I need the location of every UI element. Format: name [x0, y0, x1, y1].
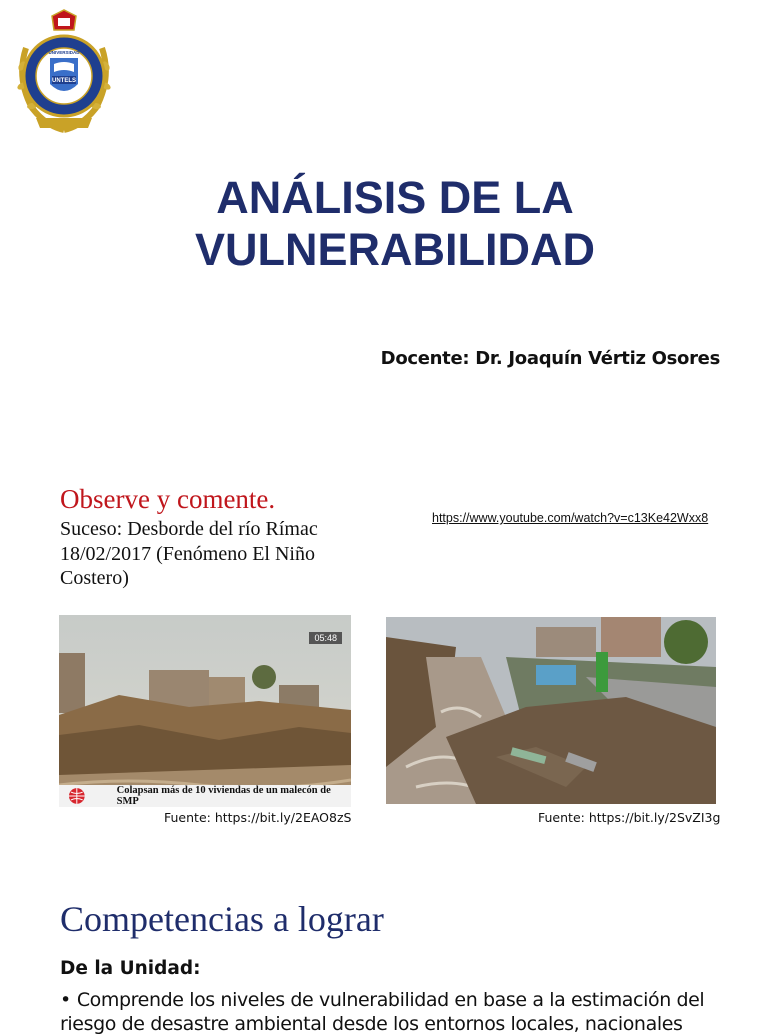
- photo1-source: Fuente: https://bit.ly/2EAO8zS: [164, 810, 352, 825]
- slide-title: [0, 172, 768, 276]
- competencias-heading: Competencias a lograr: [60, 899, 384, 939]
- logo-top-text: UNIVERSIDAD: [48, 50, 80, 55]
- title-line-2: VULNERABILIDAD: [195, 224, 595, 275]
- instructor-name: Docente: Dr. Joaquín Vértiz Osores: [380, 348, 720, 369]
- unidad-subheading: De la Unidad:: [60, 958, 201, 979]
- news-caption: Colapsan más de 10 viviendas de un malecón de SMP: [116, 785, 331, 807]
- globe-icon: [67, 787, 87, 805]
- observe-heading: Observe y comente.: [60, 484, 276, 514]
- news-photo-collapsed-houses: [59, 615, 351, 807]
- photo2-source: Fuente: https://bit.ly/2SvZI3g: [538, 810, 721, 825]
- logo-center-text: UNTELS: [52, 78, 76, 84]
- bullet-marker: •: [60, 989, 71, 1011]
- youtube-link[interactable]: https://www.youtube.com/watch?v=c13Ke42Wxx8: [432, 511, 709, 525]
- event-description: Suceso: Desborde del río Rímac 18/02/2017 (Fenómeno El Niño Costero): [60, 518, 318, 589]
- river-photo-collapsed-bank: [386, 617, 716, 804]
- news-caption-bar: [59, 785, 351, 807]
- university-logo: [12, 8, 116, 136]
- video-timestamp: 05:48: [309, 632, 342, 644]
- competencia-bullet: [60, 988, 720, 1036]
- bullet-text: Comprende los niveles de vulnerabilidad en base a la estimación del riesgo de desastre ambiental desde los entornos locales, nacionales: [60, 989, 705, 1035]
- title-line-1: ANÁLISIS DE LA: [216, 172, 574, 223]
